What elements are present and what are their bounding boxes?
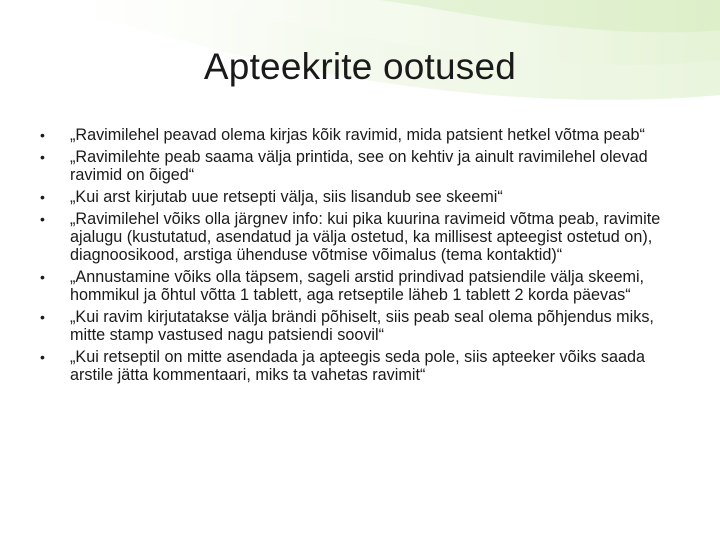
list-item: [40, 126, 680, 144]
bullet-icon: •: [40, 211, 45, 227]
bullet-text: „Annustamine võiks olla täpsem, sageli arstid prindivad patsiendile välja skeemi, hommikul ja õhtul võtta 1 tablett, aga retseptile läheb 1 tablett 2 korda päevas“: [70, 268, 645, 304]
slide-title: Apteekrite ootused: [203, 46, 517, 87]
bullet-text: „Kui arst kirjutab uue retsepti välja, siis lisandub see skeemi“: [70, 188, 503, 206]
bullet-icon: •: [40, 127, 45, 143]
list-item: [40, 188, 680, 206]
bullet-icon: •: [40, 149, 45, 165]
bullet-text: „Ravimilehel peavad olema kirjas kõik ravimid, mida patsient hetkel võtma peab“: [70, 126, 645, 144]
list-item: [40, 210, 680, 264]
list-item: [40, 308, 680, 344]
bullet-text: „Ravimilehel võiks olla järgnev info: kui pika kuurina ravimeid võtma peab, ravimite ajalugu (kustutatud, asendatud ja välja ostetud, ka millisest apteegist ostetud on), diagnoosikood, arstiga ühenduse võtmise võimalus (tema kontaktid)“: [70, 210, 661, 264]
bullet-icon: •: [40, 189, 45, 205]
list-item: [40, 148, 680, 184]
bullet-icon: •: [40, 349, 45, 365]
bullet-text: „Kui retseptil on mitte asendada ja apteegis seda pole, siis apteeker võiks saada arstile jätta kommentaari, miks ta vahetas ravimit“: [70, 348, 645, 384]
bullet-icon: •: [40, 269, 45, 285]
list-item: [40, 348, 680, 384]
list-item: [40, 268, 680, 304]
bullet-text: „Kui ravim kirjutatakse välja brändi põhiselt, siis peab seal olema põhjendus miks, mitte stamp vastused nagu patsiendi soovil“: [70, 308, 654, 344]
bullet-list: [40, 126, 680, 388]
bullet-text: „Ravimilehte peab saama välja printida, see on kehtiv ja ainult ravimilehel olevad ravimid on õiged“: [70, 148, 648, 184]
bullet-icon: •: [40, 309, 45, 325]
